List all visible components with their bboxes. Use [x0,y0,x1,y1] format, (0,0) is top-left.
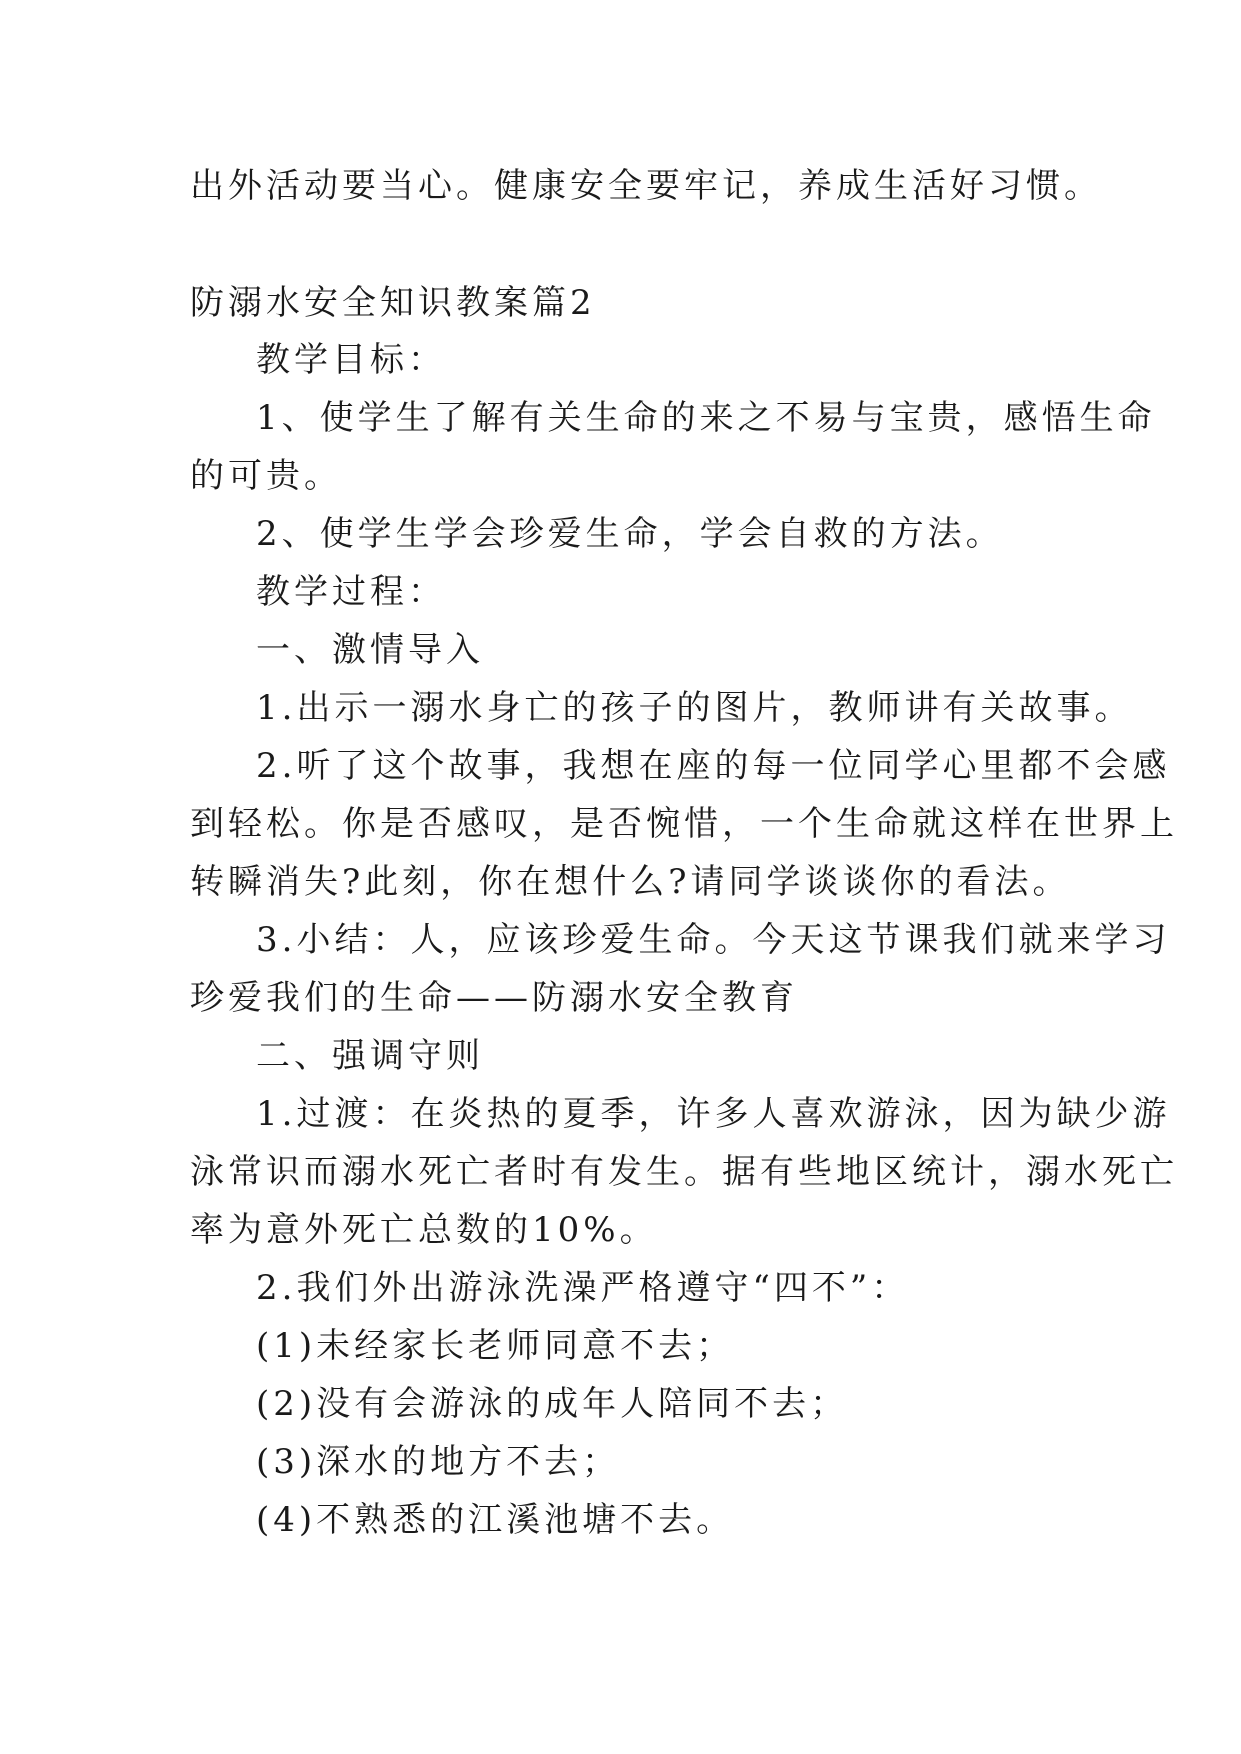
paragraph-line: 珍爱我们的生命——防溺水安全教育 [190,978,798,1018]
list-item: (4)不熟悉的江溪池塘不去。 [256,1500,735,1540]
paragraph-line: 一、激情导入 [256,630,484,670]
section-heading: 防溺水安全知识教案篇2 [190,283,596,323]
paragraph-line: 1.出示一溺水身亡的孩子的图片，教师讲有关故事。 [256,688,1133,728]
paragraph-line: 二、强调守则 [256,1036,484,1076]
paragraph-line: 2.听了这个故事，我想在座的每一位同学心里都不会感 [256,746,1171,786]
paragraph-line: 2.我们外出游泳洗澡严格遵守“四不”： [256,1268,910,1308]
paragraph-line: 教学目标： [256,340,446,380]
paragraph-line: 转瞬消失?此刻，你在想什么?请同学谈谈你的看法。 [190,862,1071,902]
paragraph-line: 泳常识而溺水死亡者时有发生。据有些地区统计，溺水死亡 [190,1152,1178,1192]
paragraph-line: 教学过程： [256,572,446,612]
paragraph-line: 出外活动要当心。健康安全要牢记，养成生活好习惯。 [190,166,1102,206]
paragraph-line: 3.小结：人，应该珍爱生命。今天这节课我们就来学习 [256,920,1171,960]
list-item: (2)没有会游泳的成年人陪同不去； [256,1384,849,1424]
paragraph-line: 1.过渡：在炎热的夏季，许多人喜欢游泳，因为缺少游 [256,1094,1171,1134]
list-item: (3)深水的地方不去； [256,1442,621,1482]
list-item: (1)未经家长老师同意不去； [256,1326,735,1366]
paragraph-line: 率为意外死亡总数的10%。 [190,1210,658,1250]
paragraph-line: 1、使学生了解有关生命的来之不易与宝贵，感悟生命 [256,398,1156,438]
paragraph-line: 到轻松。你是否感叹，是否惋惜，一个生命就这样在世界上 [190,804,1178,844]
paragraph-line: 2、使学生学会珍爱生命，学会自救的方法。 [256,514,1004,554]
paragraph-line: 的可贵。 [190,456,342,496]
